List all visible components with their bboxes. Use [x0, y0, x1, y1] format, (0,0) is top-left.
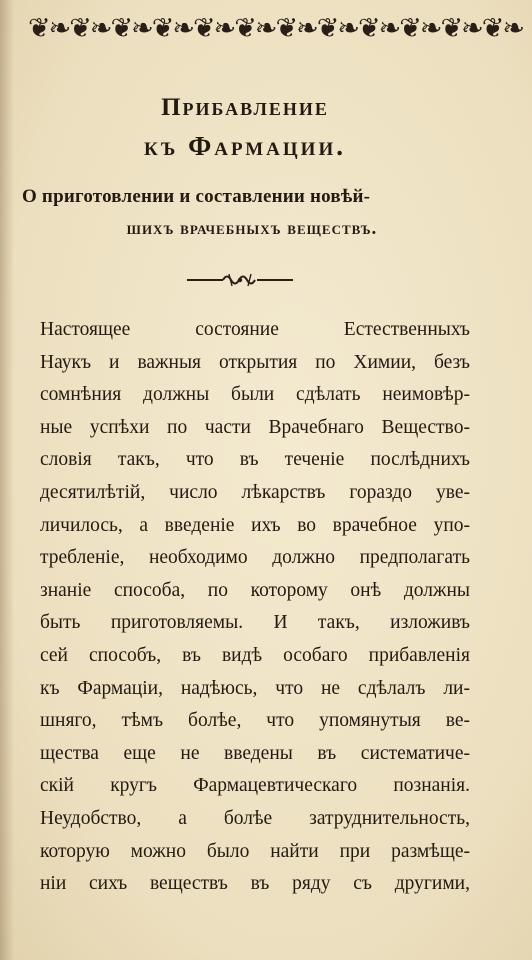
ornament-glyph: ❦❧: [481, 13, 523, 44]
ornament-glyph: ❦❧: [440, 13, 482, 44]
ornament-glyph: ❦❧: [234, 13, 276, 44]
header-ornament-band: [28, 13, 523, 44]
text-line: словія такъ, что въ теченіе послѣднихъ: [40, 449, 470, 471]
ornament-glyph: ❦❧: [69, 13, 111, 44]
subtitle-line-2: шихъ врачебныхъ веществъ.: [126, 218, 378, 239]
ornament-glyph: ❦❧: [151, 13, 193, 44]
ornament-glyph: ❦❧: [110, 13, 152, 44]
ornamental-rule-icon: [185, 270, 295, 290]
text-line: десятилѣтій, число лѣкарствъ гораздо уве-: [40, 481, 470, 503]
text-line: къ Фармаціи, надѣюсь, что не сдѣлалъ ли-: [40, 677, 470, 699]
chapter-title-line2: къ Фармации.: [144, 131, 346, 161]
text-line: требленіе, необходимо должно предполагать: [40, 547, 470, 569]
text-line: знаніе способа, по которому онѣ должны: [40, 579, 470, 601]
text-line: которую можно было найти при размѣще-: [40, 840, 470, 862]
text-line: Неудобство, а болѣе затруднительность,: [40, 807, 470, 829]
text-line: ные успѣхи по части Врачебнаго Веществo-: [40, 416, 470, 438]
text-line: Настоящее состояние Естественныхъ: [40, 319, 470, 340]
text-line: шняго, тѣмъ болѣе, что упомянутыя ве-: [40, 710, 470, 732]
text-line: Наукъ и важныя открытия по Химии, безъ: [40, 351, 470, 373]
text-line: быть приготовляемы. И такъ, изложивъ: [40, 612, 470, 634]
text-line: личилось, а введеніе ихъ во врачебное упо-: [40, 514, 470, 536]
text-line: сомнѣния должны были сдѣлать неимовѣр-: [40, 384, 470, 406]
subtitle-line-1: О приготовлении и составлении новѣй-: [22, 186, 371, 207]
ornament-glyph: ❦❧: [193, 13, 235, 44]
body-paragraph: [40, 314, 470, 901]
text-line: сей способъ, въ видѣ особаго прибавленія: [40, 644, 470, 666]
text-line: скій кругъ Фармацевтическаго познанія.: [40, 775, 470, 797]
ornament-glyph: ❦❧: [316, 13, 358, 44]
ornament-glyph: ❦❧: [28, 13, 70, 44]
text-line: щества еще не введены въ систематиче-: [40, 742, 470, 764]
ornament-glyph: ❦❧: [275, 13, 317, 44]
ornament-glyph: ❦❧: [358, 13, 400, 44]
chapter-subtitle: [22, 181, 482, 245]
chapter-title: Прибавление: [161, 94, 329, 121]
text-line: ніи сихъ веществъ въ ряду съ другими,: [40, 873, 470, 895]
ornament-glyph: ❦❧: [399, 13, 441, 44]
